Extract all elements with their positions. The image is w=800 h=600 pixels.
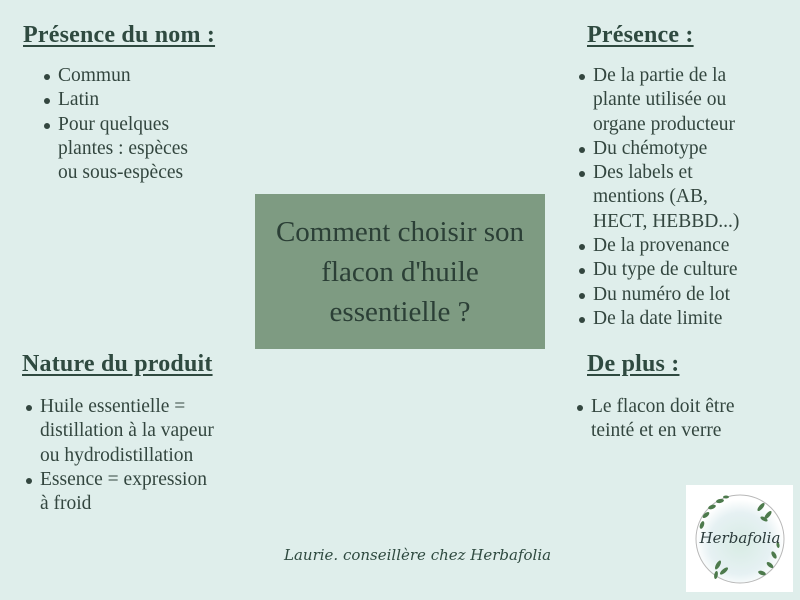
list-presence <box>577 64 799 331</box>
signature: Laurie. conseillère chez Herbafolia <box>284 546 552 564</box>
list-presence-nom <box>42 64 222 185</box>
page-title: Comment choisir son flacon d'huile essentielle ? <box>275 215 525 328</box>
list-item: Du numéro de lot <box>577 283 799 307</box>
list-nature-produit <box>24 395 234 516</box>
list-item: Essence = expression à froid <box>24 468 218 517</box>
list-item: Du chémotype <box>577 137 799 161</box>
list-de-plus <box>575 395 765 444</box>
list-item: De la date limite <box>577 307 799 331</box>
list-item: Latin <box>42 88 222 112</box>
list-item: Pour quelques plantes : espèces ou sous-espèces <box>42 113 198 186</box>
heading-presence: Présence : <box>587 22 694 48</box>
list-item: Le flacon doit être teinté et en verre <box>575 395 751 444</box>
herbafolia-logo <box>686 485 793 592</box>
list-item: De la partie de la plante utilisée ou organe producteur <box>577 64 773 137</box>
list-item: Des labels et mentions (AB, HECT, HEBBD...) <box>577 161 763 234</box>
heading-presence-nom: Présence du nom : <box>23 22 216 48</box>
leaf-wreath-logo-icon <box>686 485 793 592</box>
list-item: Huile essentielle = distillation à la vapeur ou hydrodistillation <box>24 395 218 468</box>
heading-de-plus: De plus : <box>587 351 680 377</box>
list-item: De la provenance <box>577 234 799 258</box>
title-box <box>255 194 545 349</box>
list-item: Du type de culture <box>577 258 799 282</box>
list-item: Commun <box>42 64 222 88</box>
svg-text:Herbafolia: Herbafolia <box>699 529 781 547</box>
heading-nature-produit: Nature du produit <box>22 351 213 377</box>
